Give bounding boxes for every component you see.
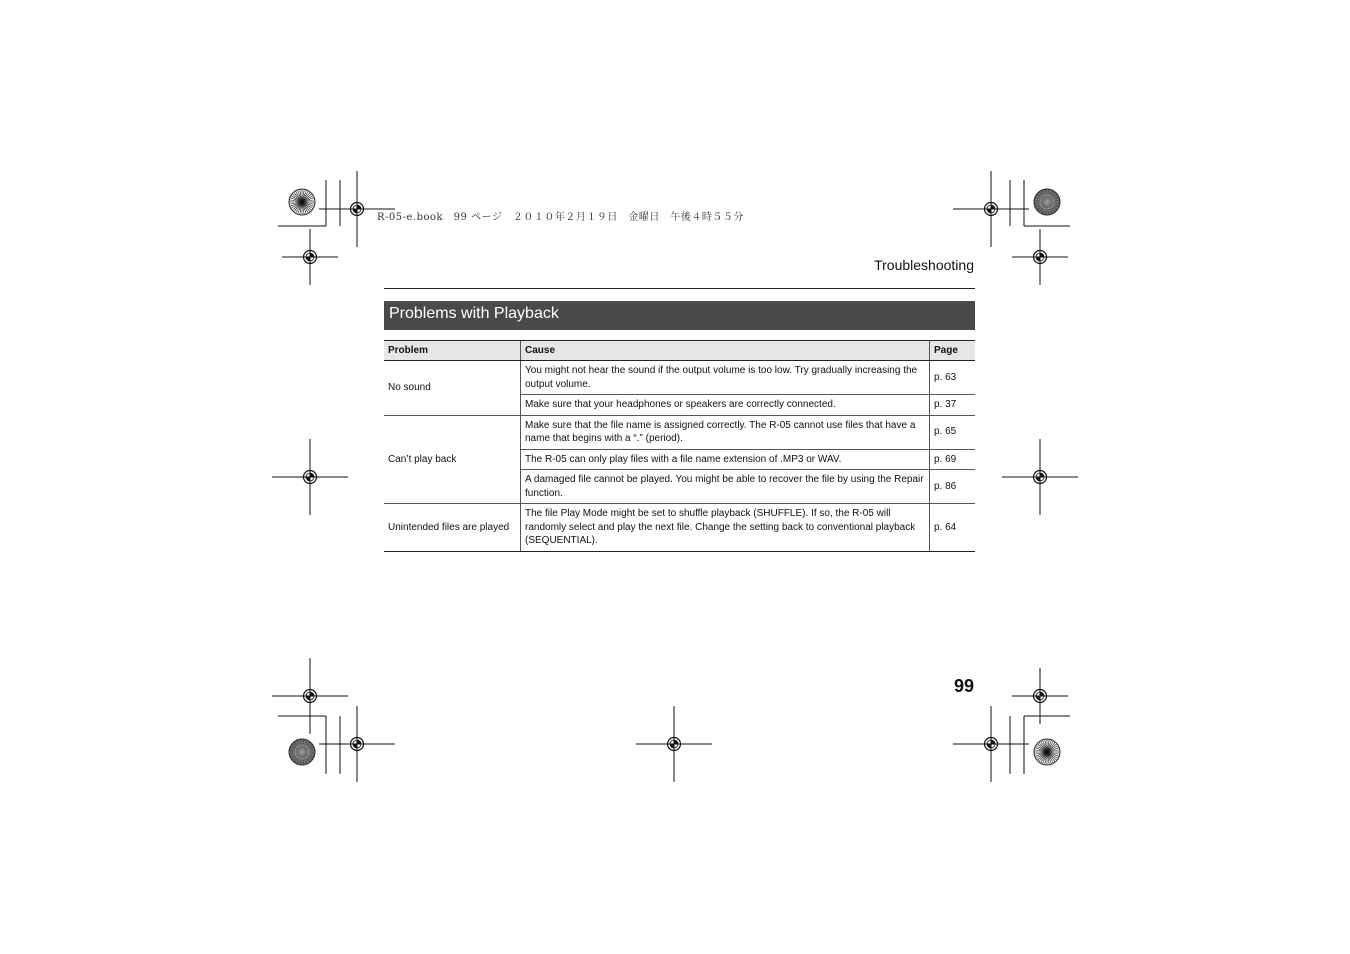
table-row — [384, 361, 975, 395]
registration-mark-icon — [272, 439, 348, 515]
cause-cell: Make sure that your headphones or speakers are correctly connected. — [521, 395, 930, 416]
problem-cell: Can’t play back — [384, 415, 521, 504]
file-info-slug: R-05-e.book 99 ページ ２０１０年２月１９日 金曜日 午後４時５５分 — [377, 212, 744, 223]
cause-cell: You might not hear the sound if the output volume is too low. Try gradually increasing the output volume. — [521, 361, 930, 395]
problem-cell: Unintended files are played — [384, 504, 521, 552]
problem-cell: No sound — [384, 361, 521, 416]
dotted-target-icon — [1034, 189, 1060, 215]
registration-mark-icon — [272, 658, 348, 734]
cause-cell: The file Play Mode might be set to shuffle playback (SHUFFLE). If so, the R-05 will randomly select and play the next file. Change the setting back to conventional playback (SEQUENTIAL). — [521, 504, 930, 552]
column-header-cause: Cause — [521, 341, 930, 361]
page-ref-cell: p. 86 — [930, 470, 976, 504]
troubleshooting-table — [384, 340, 975, 552]
cause-cell: A damaged file cannot be played. You might be able to recover the file by using the Repair function. — [521, 470, 930, 504]
page-ref-cell: p. 63 — [930, 361, 976, 395]
registration-mark-icon — [953, 706, 1029, 782]
section-header-bar — [384, 301, 975, 330]
starburst-target-icon — [1034, 739, 1060, 765]
page-number: 99 — [953, 676, 974, 696]
column-header-page: Page — [930, 341, 976, 361]
dotted-target-icon — [289, 739, 315, 765]
table-row — [384, 504, 975, 552]
registration-mark-icon — [636, 706, 712, 782]
cause-cell: The R-05 can only play files with a file name extension of .MP3 or WAV. — [521, 449, 930, 470]
page-ref-cell: p. 69 — [930, 449, 976, 470]
table-header-row — [384, 341, 975, 361]
table-row — [384, 415, 975, 449]
registration-mark-icon — [1012, 229, 1068, 285]
cause-cell: Make sure that the file name is assigned correctly. The R-05 cannot use files that have a name that begins with a “.” (period). — [521, 415, 930, 449]
page-ref-cell: p. 64 — [930, 504, 976, 552]
section-title: Problems with Playback — [389, 305, 559, 322]
header-rule — [384, 288, 975, 289]
page-ref-cell: p. 37 — [930, 395, 976, 416]
registration-mark-icon — [282, 229, 338, 285]
registration-mark-icon — [953, 171, 1029, 247]
starburst-target-icon — [289, 189, 315, 215]
registration-mark-icon — [319, 706, 395, 782]
page-ref-cell: p. 65 — [930, 415, 976, 449]
column-header-problem: Problem — [384, 341, 521, 361]
registration-mark-icon — [1002, 439, 1078, 515]
running-head: Troubleshooting — [874, 257, 974, 273]
